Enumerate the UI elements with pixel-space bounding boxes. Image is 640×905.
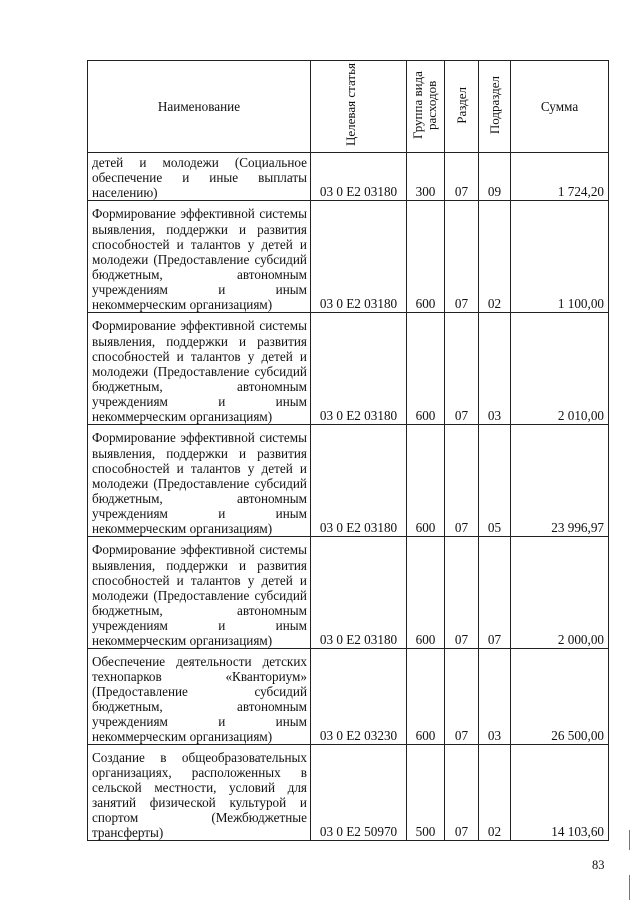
- header-amount: Сумма: [511, 61, 609, 153]
- row-section: 07: [445, 537, 479, 649]
- row-subsection: 09: [479, 153, 511, 201]
- row-section: 07: [445, 313, 479, 425]
- row-amount: 2 010,00: [511, 313, 609, 425]
- row-name: детей и молодежи (Социальное обеспечение и иные выплаты населению): [88, 153, 311, 201]
- row-name: Обеспечение деятельности детских технопарков «Кванториум» (Предоставление субсидий бюджетным, автономным учреждениям и иным некоммерческим организациям): [88, 649, 311, 745]
- header-subsection: Подраздел: [479, 61, 511, 153]
- row-target: 03 0 E2 03180: [311, 425, 407, 537]
- row-target: 03 0 E2 50970: [311, 745, 407, 841]
- table-row: [88, 537, 609, 649]
- header-section: Раздел: [445, 61, 479, 153]
- row-section: 07: [445, 425, 479, 537]
- row-subsection: 05: [479, 425, 511, 537]
- table-row: [88, 153, 609, 201]
- row-section: 07: [445, 649, 479, 745]
- table-row: [88, 201, 609, 313]
- row-expense-group: 600: [407, 537, 445, 649]
- row-amount: 23 996,97: [511, 425, 609, 537]
- row-expense-group: 300: [407, 153, 445, 201]
- row-name: Формирование эффективной системы выявления, поддержки и развития способностей и талантов у детей и молодежи (Предоставление субсидий бюджетным, автономным учреждениям и иным некоммерческим организациям): [88, 201, 311, 313]
- header-name: Наименование: [88, 61, 311, 153]
- row-target: 03 0 E2 03180: [311, 313, 407, 425]
- row-target: 03 0 E2 03180: [311, 153, 407, 201]
- row-expense-group: 600: [407, 425, 445, 537]
- row-name: Формирование эффективной системы выявления, поддержки и развития способностей и талантов у детей и молодежи (Предоставление субсидий бюджетным, автономным учреждениям и иным некоммерческим организациям): [88, 537, 311, 649]
- row-amount: 14 103,60: [511, 745, 609, 841]
- budget-table: [87, 60, 609, 841]
- row-name: Формирование эффективной системы выявления, поддержки и развития способностей и талантов у детей и молодежи (Предоставление субсидий бюджетным, автономным учреждениям и иным некоммерческим организациям): [88, 313, 311, 425]
- table-header-row: [88, 61, 609, 153]
- row-amount: 1 724,20: [511, 153, 609, 201]
- row-expense-group: 600: [407, 649, 445, 745]
- table-row: [88, 313, 609, 425]
- scan-margin-mark: [629, 875, 630, 900]
- row-subsection: 02: [479, 745, 511, 841]
- row-target: 03 0 E2 03180: [311, 537, 407, 649]
- row-section: 07: [445, 153, 479, 201]
- table-row: [88, 649, 609, 745]
- page-number: 83: [592, 858, 605, 872]
- row-expense-group: 600: [407, 313, 445, 425]
- row-target: 03 0 E2 03180: [311, 201, 407, 313]
- scan-margin-mark: [629, 830, 630, 850]
- row-amount: 1 100,00: [511, 201, 609, 313]
- row-target: 03 0 E2 03230: [311, 649, 407, 745]
- row-subsection: 02: [479, 201, 511, 313]
- header-target: Целевая статья: [311, 61, 407, 153]
- row-subsection: 03: [479, 313, 511, 425]
- row-subsection: 07: [479, 537, 511, 649]
- table-row: [88, 745, 609, 841]
- row-amount: 26 500,00: [511, 649, 609, 745]
- row-expense-group: 600: [407, 201, 445, 313]
- row-subsection: 03: [479, 649, 511, 745]
- row-name: Формирование эффективной системы выявления, поддержки и развития способностей и талантов у детей и молодежи (Предоставление субсидий бюджетным, автономным учреждениям и иным некоммерческим организациям): [88, 425, 311, 537]
- header-expense-group: Группа вида расходов: [407, 61, 445, 153]
- table-row: [88, 425, 609, 537]
- row-section: 07: [445, 201, 479, 313]
- row-amount: 2 000,00: [511, 537, 609, 649]
- row-expense-group: 500: [407, 745, 445, 841]
- row-name: Создание в общеобразовательных организациях, расположенных в сельской местности, условий для занятий физической культурой и спортом (Межбюджетные трансферты): [88, 745, 311, 841]
- row-section: 07: [445, 745, 479, 841]
